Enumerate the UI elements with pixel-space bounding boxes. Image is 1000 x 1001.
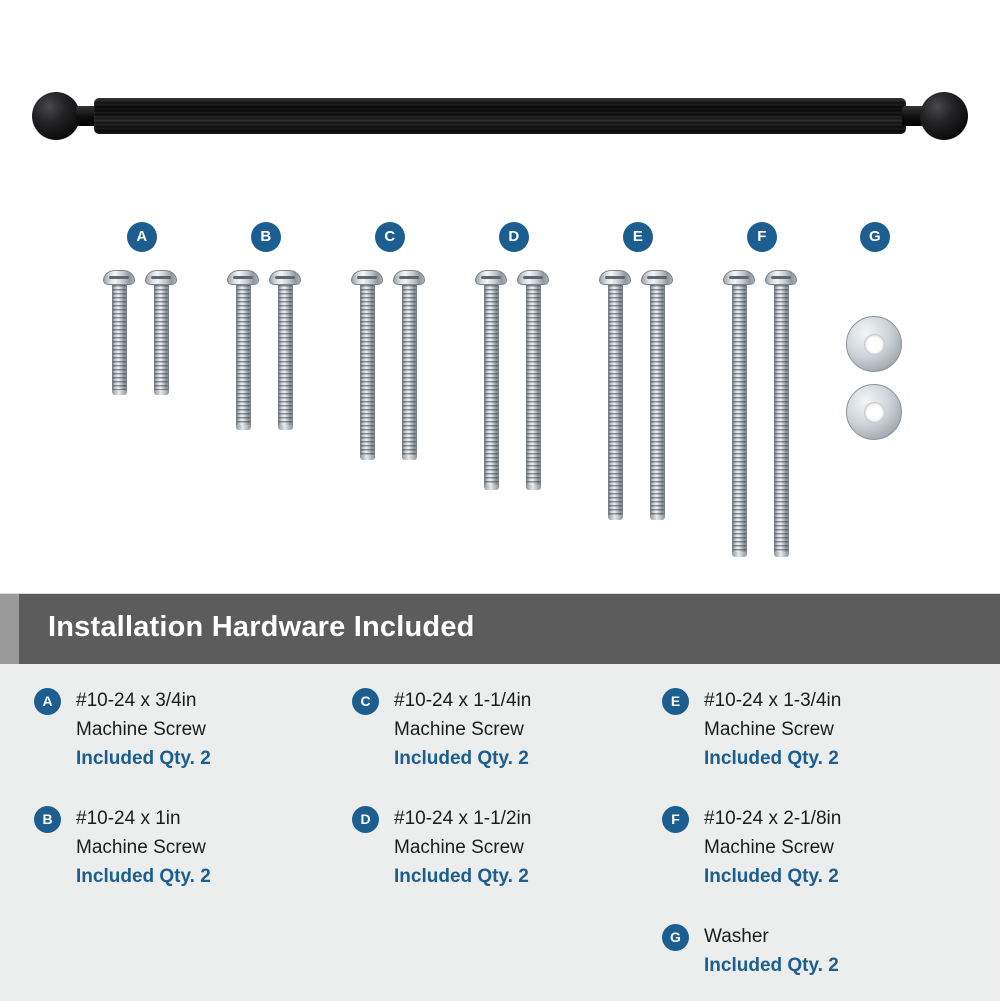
- screw-icon: [599, 270, 631, 520]
- screw-pair-f: [719, 270, 805, 570]
- hardware-qty: Included Qty. 2: [704, 866, 839, 887]
- screw-tip: [402, 455, 417, 460]
- hardware-column-3: [662, 664, 972, 988]
- hardware-group-d: [454, 222, 574, 570]
- hardware-qty: Included Qty. 2: [76, 748, 211, 769]
- screw-shank: [236, 285, 251, 425]
- screw-icon: [475, 270, 507, 490]
- screw-tip: [774, 552, 789, 557]
- hardware-type: Machine Screw: [704, 719, 834, 740]
- hardware-column-1: [34, 664, 344, 900]
- screw-shank: [526, 285, 541, 485]
- hardware-list-item: [34, 686, 344, 782]
- screw-head: [723, 270, 755, 285]
- screw-tip: [112, 390, 127, 395]
- screw-icon: [227, 270, 259, 430]
- screw-shank: [732, 285, 747, 552]
- hardware-letter-badge: C: [352, 688, 379, 715]
- screw-tip: [732, 552, 747, 557]
- hardware-list-item: [662, 922, 972, 988]
- hardware-letter-badge: A: [34, 688, 61, 715]
- hardware-badge-c: C: [375, 222, 405, 252]
- screw-tip: [484, 485, 499, 490]
- screw-head: [103, 270, 135, 285]
- hardware-type: Machine Screw: [394, 837, 524, 858]
- hardware-list-item: [352, 686, 662, 782]
- hardware-badge-a: A: [127, 222, 157, 252]
- screw-head: [393, 270, 425, 285]
- bar-pull-handle-image: [32, 92, 968, 140]
- hardware-size: Washer: [704, 926, 769, 947]
- screw-icon: [393, 270, 425, 460]
- hardware-qty: Included Qty. 2: [704, 748, 839, 769]
- screw-shank: [650, 285, 665, 515]
- hardware-badge-g: G: [860, 222, 890, 252]
- screw-pair-b: [223, 270, 309, 570]
- screw-tip: [608, 515, 623, 520]
- screw-head: [351, 270, 383, 285]
- hardware-size: #10-24 x 1-1/4in: [394, 690, 532, 711]
- screw-tip: [650, 515, 665, 520]
- hardware-letter-badge: B: [34, 806, 61, 833]
- handle-flute-texture: [94, 100, 906, 132]
- hardware-group-a: [82, 222, 202, 570]
- screw-shank: [278, 285, 293, 425]
- screw-icon: [723, 270, 755, 557]
- screw-head: [145, 270, 177, 285]
- hardware-letter-badge: D: [352, 806, 379, 833]
- screw-head: [599, 270, 631, 285]
- screw-head: [227, 270, 259, 285]
- washer-icon: [846, 316, 902, 372]
- hardware-type: Machine Screw: [704, 837, 834, 858]
- hardware-group-c: [330, 222, 450, 570]
- handle-end-ball-left: [32, 92, 80, 140]
- screw-icon: [641, 270, 673, 520]
- screw-head: [765, 270, 797, 285]
- hardware-letter-badge: F: [662, 806, 689, 833]
- hardware-size: #10-24 x 1-1/2in: [394, 808, 532, 829]
- screw-head: [641, 270, 673, 285]
- hardware-list-item: [34, 804, 344, 900]
- screw-icon: [145, 270, 177, 395]
- hardware-list-item: [662, 804, 972, 900]
- hardware-column-2: [352, 664, 662, 900]
- screw-icon: [765, 270, 797, 557]
- screw-shank: [774, 285, 789, 552]
- screw-icon: [351, 270, 383, 460]
- screw-pair-d: [471, 270, 557, 570]
- hardware-type: Machine Screw: [76, 719, 206, 740]
- hardware-size: #10-24 x 1in: [76, 808, 181, 829]
- screw-pair-c: [347, 270, 433, 570]
- screw-pair-a: [99, 270, 185, 570]
- hardware-size: #10-24 x 2-1/8in: [704, 808, 842, 829]
- hardware-badge-e: E: [623, 222, 653, 252]
- hardware-group-e: [578, 222, 698, 570]
- screw-shank: [112, 285, 127, 390]
- hardware-qty: Included Qty. 2: [394, 748, 529, 769]
- screw-tip: [236, 425, 251, 430]
- hardware-group-b: [206, 222, 326, 570]
- screw-tip: [360, 455, 375, 460]
- screw-pair-e: [595, 270, 681, 570]
- hardware-qty: Included Qty. 2: [704, 955, 839, 976]
- washer-icon: [846, 384, 902, 440]
- hardware-letter-badge: G: [662, 924, 689, 951]
- screw-shank: [484, 285, 499, 485]
- hardware-group-g: [815, 222, 935, 434]
- screw-shank: [154, 285, 169, 390]
- screw-shank: [360, 285, 375, 455]
- handle-end-ball-right: [920, 92, 968, 140]
- header-accent-bar: [0, 594, 19, 664]
- screw-tip: [278, 425, 293, 430]
- panel-body: [0, 664, 1000, 1001]
- screw-head: [269, 270, 301, 285]
- hardware-group-f: [702, 222, 822, 570]
- hardware-badge-b: B: [251, 222, 281, 252]
- screw-tip: [154, 390, 169, 395]
- panel-title: Installation Hardware Included: [48, 611, 475, 643]
- hardware-list-item: [352, 804, 662, 900]
- hardware-size: #10-24 x 3/4in: [76, 690, 197, 711]
- hardware-badge-f: F: [747, 222, 777, 252]
- washer-pair: [832, 274, 918, 434]
- hardware-type: Machine Screw: [76, 837, 206, 858]
- hardware-size: #10-24 x 1-3/4in: [704, 690, 842, 711]
- hardware-qty: Included Qty. 2: [76, 866, 211, 887]
- hardware-list-item: [662, 686, 972, 782]
- hardware-qty: Included Qty. 2: [394, 866, 529, 887]
- hardware-letter-badge: E: [662, 688, 689, 715]
- installation-hardware-panel: [0, 593, 1000, 1001]
- screw-icon: [517, 270, 549, 490]
- screw-icon: [269, 270, 301, 430]
- screw-icon: [103, 270, 135, 395]
- panel-header: [0, 594, 1000, 664]
- hardware-badge-d: D: [499, 222, 529, 252]
- screw-shank: [402, 285, 417, 455]
- screw-head: [475, 270, 507, 285]
- hardware-type: Machine Screw: [394, 719, 524, 740]
- screw-head: [517, 270, 549, 285]
- screw-tip: [526, 485, 541, 490]
- screw-shank: [608, 285, 623, 515]
